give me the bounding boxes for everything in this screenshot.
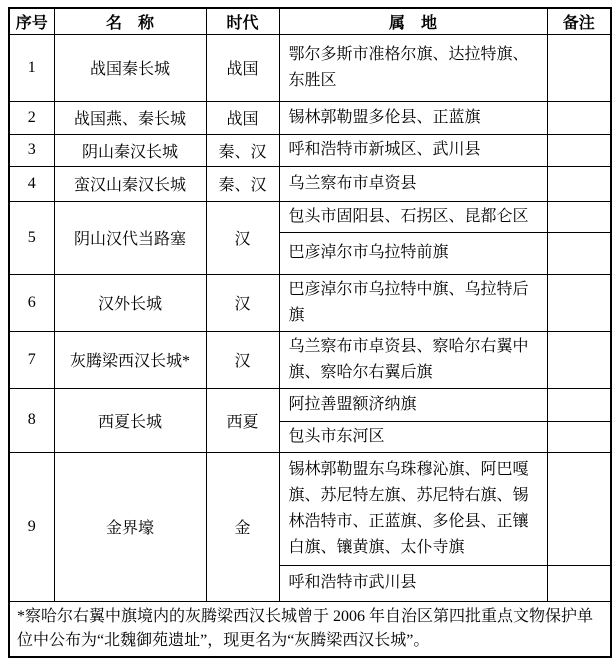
row-7-location: 乌兰察布市卓资县、察哈尔右翼中旗、察哈尔右翼后旗 [279, 331, 547, 388]
row-7-era: 汉 [206, 331, 279, 388]
row-1-number: 1 [9, 34, 54, 101]
row-5-remarks-2 [547, 232, 611, 274]
row-7-number: 7 [9, 331, 54, 388]
row-3-remarks [547, 134, 611, 166]
row-2-location: 锡林郭勒盟多伦县、正蓝旗 [279, 101, 547, 134]
row-9-location-2: 呼和浩特市武川县 [279, 565, 547, 601]
row-6-location: 巴彦淖尔市乌拉特中旗、乌拉特后旗 [279, 274, 547, 331]
column-header-number: 序号 [9, 8, 54, 34]
table-row [9, 134, 611, 166]
row-8-number: 8 [9, 388, 54, 452]
row-4-name: 蛮汉山秦汉长城 [54, 166, 206, 201]
row-5-location-1: 包头市固阳县、石拐区、昆都仑区 [279, 201, 547, 232]
row-6-era: 汉 [206, 274, 279, 331]
row-6-name: 汉外长城 [54, 274, 206, 331]
row-1-name: 战国秦长城 [54, 34, 206, 101]
row-8-remarks-1 [547, 388, 611, 421]
column-header-name: 名 称 [54, 8, 206, 34]
row-9-remarks-2 [547, 565, 611, 601]
table-row [9, 331, 611, 388]
row-3-location: 呼和浩特市新城区、武川县 [279, 134, 547, 166]
row-5-number: 5 [9, 201, 54, 274]
table-row [9, 274, 611, 331]
column-header-remarks: 备注 [547, 8, 611, 34]
row-2-remarks [547, 101, 611, 134]
row-8-location-1: 阿拉善盟额济纳旗 [279, 388, 547, 421]
row-4-number: 4 [9, 166, 54, 201]
table-row [9, 452, 611, 565]
row-5-remarks-1 [547, 201, 611, 232]
row-5-location-2: 巴彦淖尔市乌拉特前旗 [279, 232, 547, 274]
row-9-era: 金 [206, 452, 279, 601]
row-3-number: 3 [9, 134, 54, 166]
row-4-remarks [547, 166, 611, 201]
table-row [9, 101, 611, 134]
row-9-name: 金界壕 [54, 452, 206, 601]
row-2-era: 战国 [206, 101, 279, 134]
row-8-name: 西夏长城 [54, 388, 206, 452]
row-3-name: 阴山秦汉长城 [54, 134, 206, 166]
table-row [9, 388, 611, 421]
table-row [9, 166, 611, 201]
table-row [9, 201, 611, 232]
row-2-number: 2 [9, 101, 54, 134]
table-row [9, 34, 611, 101]
column-header-era: 时代 [206, 8, 279, 34]
column-header-location: 属 地 [279, 8, 547, 34]
header-row [9, 8, 611, 34]
row-6-remarks [547, 274, 611, 331]
row-8-location-2: 包头市东河区 [279, 421, 547, 452]
footnote-text: *察哈尔右翼中旗境内的灰腾梁西汉长城曾于 2006 年自治区第四批重点文物保护单位中公布为“北魏御苑遗址”，现更名为“灰腾梁西汉长城”。 [9, 601, 611, 657]
great-wall-sections-table [8, 7, 612, 658]
row-2-name: 战国燕、秦长城 [54, 101, 206, 134]
row-6-number: 6 [9, 274, 54, 331]
row-8-era: 西夏 [206, 388, 279, 452]
row-1-location: 鄂尔多斯市准格尔旗、达拉特旗、东胜区 [279, 34, 547, 101]
row-9-location-1: 锡林郭勒盟东乌珠穆沁旗、阿巴嘎旗、苏尼特左旗、苏尼特右旗、锡林浩特市、正蓝旗、多伦县、正镶白旗、镶黄旗、太仆寺旗 [279, 452, 547, 565]
row-1-era: 战国 [206, 34, 279, 101]
footnote-row [9, 601, 611, 657]
row-8-remarks-2 [547, 421, 611, 452]
row-3-era: 秦、汉 [206, 134, 279, 166]
row-5-name: 阴山汉代当路塞 [54, 201, 206, 274]
row-7-remarks [547, 331, 611, 388]
row-7-name: 灰腾梁西汉长城* [54, 331, 206, 388]
row-4-era: 秦、汉 [206, 166, 279, 201]
row-9-remarks-1 [547, 452, 611, 565]
row-5-era: 汉 [206, 201, 279, 274]
row-9-number: 9 [9, 452, 54, 601]
row-4-location: 乌兰察布市卓资县 [279, 166, 547, 201]
row-1-remarks [547, 34, 611, 101]
